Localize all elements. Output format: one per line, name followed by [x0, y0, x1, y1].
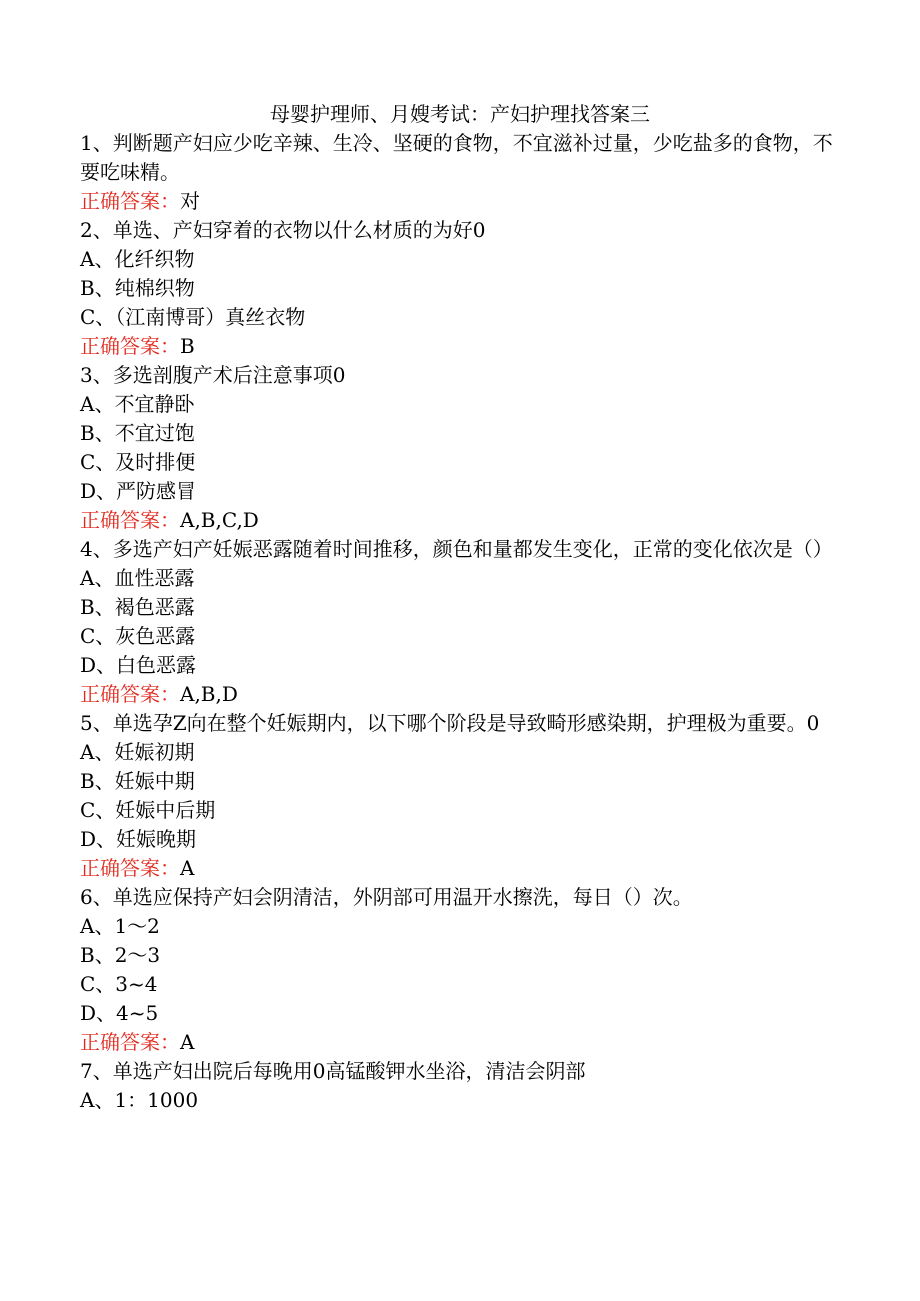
answer-label: 正确答案：	[80, 334, 180, 358]
question-option: C、妊娠中后期	[80, 798, 216, 822]
question-item	[80, 883, 840, 1057]
question-option: A、1：1000	[80, 1088, 199, 1112]
question-option: B、褐色恶露	[80, 595, 195, 619]
question-option: B、纯棉织物	[80, 276, 195, 300]
answer-value: 对	[180, 189, 200, 213]
answer-line	[80, 1028, 840, 1057]
question-stem: 5、单选孕Z向在整个妊娠期内，以下哪个阶段是导致畸形感染期，护理极为重要。0	[80, 711, 820, 735]
answer-value: A,B,C,D	[180, 508, 259, 532]
answer-value: A	[180, 856, 195, 880]
question-option: D、妊娠晚期	[80, 827, 197, 851]
question-option: A、化纤织物	[80, 247, 195, 271]
question-item	[80, 1057, 840, 1115]
question-option: C、灰色恶露	[80, 624, 196, 648]
answer-label: 正确答案：	[80, 1030, 180, 1054]
question-stem: 6、单选应保持产妇会阴清洁，外阴部可用温开水擦洗，每日（）次。	[80, 885, 693, 909]
answer-line	[80, 680, 840, 709]
question-item	[80, 361, 840, 535]
question-option: C、3~4	[80, 972, 158, 996]
answer-value: A	[180, 1030, 195, 1054]
question-option: A、不宜静卧	[80, 392, 195, 416]
question-item	[80, 709, 840, 883]
question-option: A、血性恶露	[80, 566, 195, 590]
answer-line	[80, 332, 840, 361]
question-option: D、严防感冒	[80, 479, 197, 503]
question-option: D、白色恶露	[80, 653, 197, 677]
question-option: C、及时排便	[80, 450, 196, 474]
question-stem: 7、单选产妇出院后每晚用0高锰酸钾水坐浴，清洁会阴部	[80, 1059, 586, 1083]
question-option: A、妊娠初期	[80, 740, 195, 764]
question-option: C、（江南博哥）真丝衣物	[80, 305, 306, 329]
question-item	[80, 216, 840, 361]
answer-label: 正确答案：	[80, 508, 180, 532]
question-stem: 2、单选、产妇穿着的衣物以什么材质的为好0	[80, 218, 486, 242]
document-title: 母婴护理师、月嫂考试：产妇护理找答案三	[270, 102, 650, 126]
answer-value: B	[180, 334, 195, 358]
answer-label: 正确答案：	[80, 189, 180, 213]
question-item	[80, 535, 840, 709]
question-option: B、2～3	[80, 943, 161, 967]
question-stem: 3、多选剖腹产术后注意事项0	[80, 363, 346, 387]
question-option: B、妊娠中期	[80, 769, 195, 793]
question-list	[80, 129, 840, 1115]
question-option: D、4~5	[80, 1001, 159, 1025]
answer-value: A,B,D	[180, 682, 238, 706]
question-stem: 1、判断题产妇应少吃辛辣、生冷、坚硬的食物，不宜滋补过量，少吃盐多的食物，不要吃味精。	[80, 131, 833, 184]
answer-label: 正确答案：	[80, 682, 180, 706]
answer-line	[80, 506, 840, 535]
question-option: A、1～2	[80, 914, 160, 938]
question-stem: 4、多选产妇产妊娠恶露随着时间推移，颜色和量都发生变化，正常的变化依次是（）	[80, 537, 833, 561]
answer-label: 正确答案：	[80, 856, 180, 880]
question-option: B、不宜过饱	[80, 421, 195, 445]
answer-line	[80, 187, 840, 216]
question-item	[80, 129, 840, 216]
answer-line	[80, 854, 840, 883]
